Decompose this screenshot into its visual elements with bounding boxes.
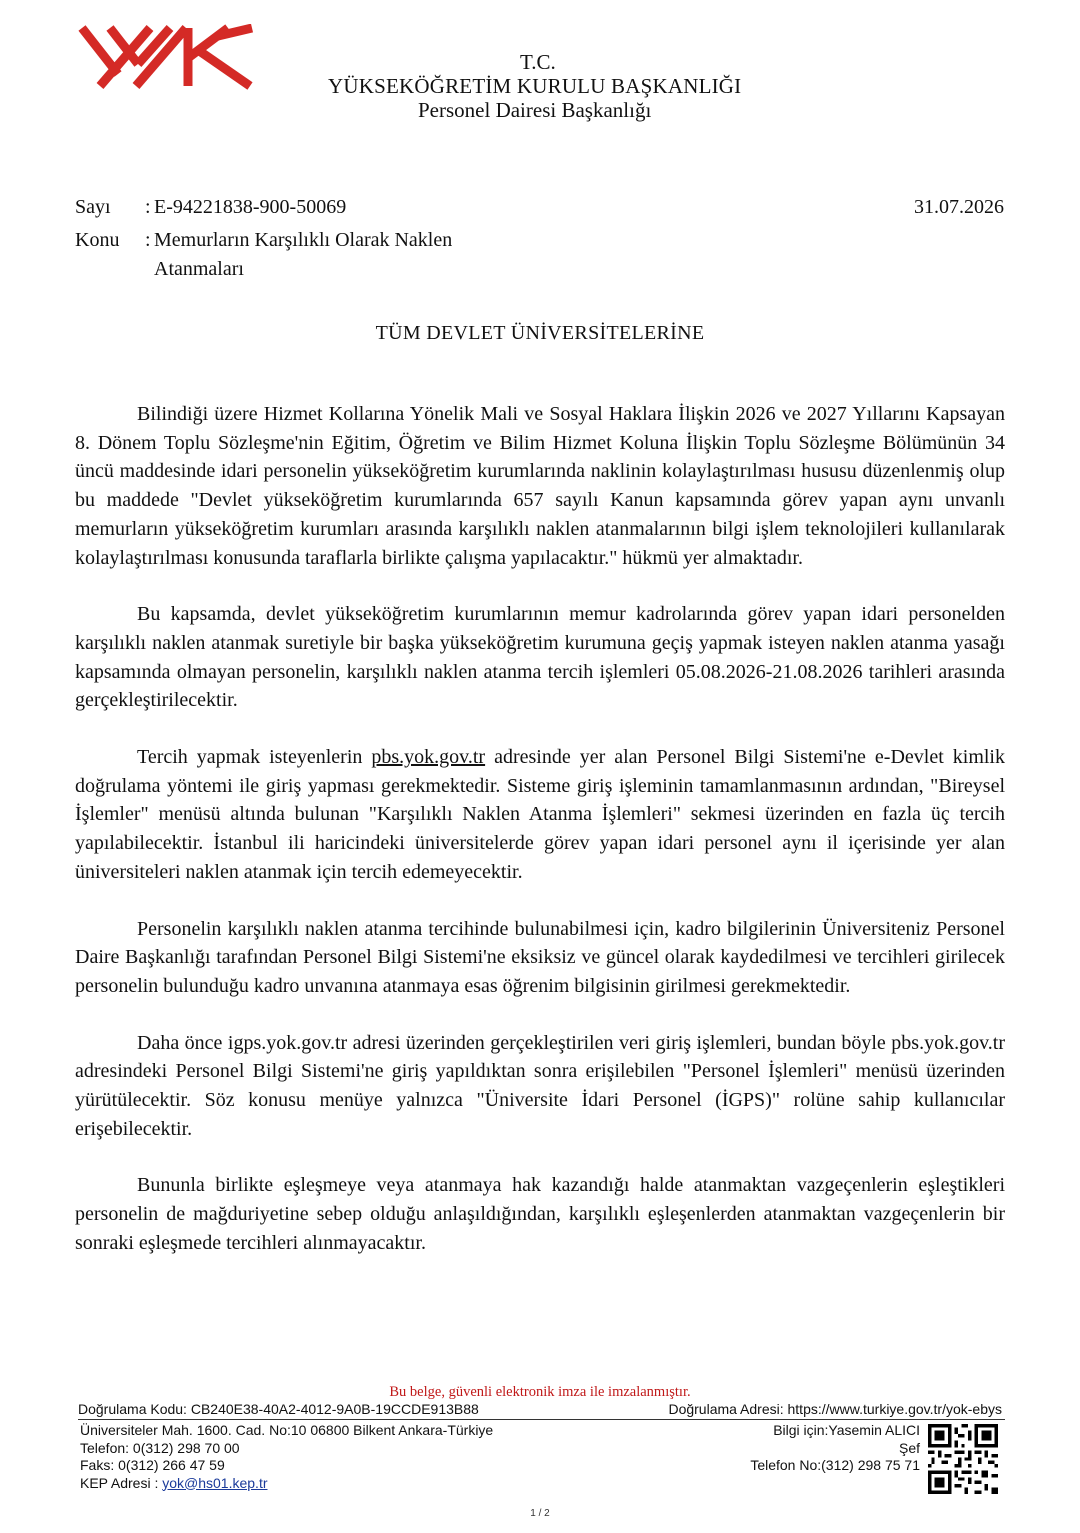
verification-code: Doğrulama Kodu: CB240E38-40A2-4012-9A0B-19CCDE913B88 — [78, 1401, 479, 1417]
verification-line — [78, 1400, 1005, 1420]
paragraph-1: Bilindiği üzere Hizmet Kollarına Yönelik Mali ve Sosyal Haklara İlişkin 2026 ve 2027 Yıllarını Kapsayan 8. Dönem Toplu Sözleşme'nin Eğitim, Öğretim ve Bilim Hizmet Koluna İlişkin Toplu Sözleşme Bölümünün 34 üncü maddesinde idari personelin yükseköğretim kurumlarında naklinin kolaylaştırılması hususu düzenlenmiş olup bu maddede "Devlet yükseköğretim kurumlarında 657 sayılı Kanun kapsamında görev yapan aynı unvanlı memurların yükseköğretim kurumları arasında karşılıklı naklen atanmalarının bilgi işlem teknolojileri kullanılarak kolaylaştırılması konusunda taraflarla birlikte çalışma yapılacaktır." hükmü yer almaktadır. — [75, 403, 1005, 569]
sayi-colon: : — [145, 196, 151, 218]
info-phone: Telefon No:(312) 298 75 71 — [750, 1457, 920, 1473]
document-meta — [0, 193, 1080, 293]
kep-address-link[interactable]: yok@hs01.kep.tr — [162, 1474, 268, 1491]
header-line-tc: T.C. — [520, 50, 556, 74]
document-date: 31.07.2026 — [914, 196, 1004, 218]
page-number: 1 / 2 — [530, 1508, 550, 1519]
kep-line — [80, 1475, 493, 1493]
konu-colon: : — [145, 229, 151, 251]
fax: Faks: 0(312) 266 47 59 — [80, 1457, 225, 1473]
info-block — [750, 1422, 920, 1475]
paragraph-2: Bu kapsamda, devlet yükseköğretim kurumlarının memur kadrolarında görev yapan idari personelden karşılıklı naklen atanmak suretiyle bir başka yükseköğretim kurumuna geçiş yapmak isteyen naklen atanma yasağı kapsamında olmayan personelin, karşılıklı naklen atanma tercih işlemleri 05.08.2026-21.08.2026 tarihleri arasında gerçekleştirilecektir. — [75, 603, 1005, 712]
konu-line-1: Memurların Karşılıklı Olarak Naklen — [154, 229, 453, 251]
info-name: Bilgi için:Yasemin ALICI — [773, 1422, 920, 1438]
paragraph-5: Daha önce igps.yok.gov.tr adresi üzerinden gerçekleştirilen veri giriş işlemleri, bundan böyle pbs.yok.gov.tr adresindeki Personel Bilgi Sistemi'ne giriş yapıldıktan sonra erişilebilen "Personel İşlemleri" menüsü üzerinden yürütülecektir. Söz konusu menüye yalnızca "Üniversite İdari Personel (İGPS)" rolüne sahip kullanıcılar erişebilecektir. — [75, 1031, 1005, 1140]
paragraph-3 — [75, 743, 1005, 887]
kep-label: KEP Adresi : — [80, 1474, 163, 1491]
sayi-value: E-94221838-900-50069 — [154, 196, 347, 218]
konu-line-2: Atanmaları — [154, 258, 244, 280]
paragraph-6: Bununla birlikte eşleşmeye veya atanmaya hak kazandığı halde atanmaktan vazgeçenlerin eşleştikleri personelin de mağduriyetine sebep olduğu anlaşıldığından, karşılıklı eşleşenlerden atanmaktan vazgeçenlerin bir sonraki eşleşmede tercihleri alınmayacaktır. — [75, 1174, 1005, 1254]
phone: Telefon: 0(312) 298 70 00 — [80, 1439, 240, 1456]
header-line-department: Personel Dairesi Başkanlığı — [418, 98, 652, 122]
konu-label: Konu — [75, 229, 120, 251]
sayi-label: Sayı — [75, 196, 111, 218]
yok-logo-icon — [78, 24, 256, 90]
recipient-heading: TÜM DEVLET ÜNİVERSİTELERİNE — [375, 322, 705, 344]
verification-address[interactable]: Doğrulama Adresi: https://www.turkiye.gov.tr/yok-ebys — [668, 1401, 1002, 1417]
paragraph-3-start: Tercih yapmak isteyenlerin — [137, 746, 372, 769]
qr-code-icon — [928, 1424, 998, 1494]
contact-block — [80, 1422, 493, 1492]
paragraph-3-end: adresinde yer alan Personel Bilgi Sistemi'ne e-Devlet kimlik doğrulama yöntemi ile giriş yapması gerekmektedir. Sisteme giriş işleminin tamamlanmasının ardından, "Bireysel İşlemler" menüsü altında bulunan "Karşılıklı Naklen Atanma İşlemleri" sekmesi üzerinden en fazla üç tercih yapılabilecektir. İstanbul ili haricindeki üniversitelerde görev yapan idari personel aynı il içerisinde yer alan üniversiteleri naklen atanmak için tercih edemeyecektir. — [75, 746, 1005, 883]
info-title: Şef — [898, 1439, 920, 1456]
address: Üniversiteler Mah. 1600. Cad. No:10 06800 Bilkent Ankara-Türkiye — [80, 1422, 494, 1438]
header-line-institution: YÜKSEKÖĞRETİM KURULU BAŞKANLIĞI — [328, 74, 742, 98]
e-signature-note: Bu belge, güvenli elektronik imza ile imzalanmıştır. — [389, 1384, 691, 1400]
paragraph-4: Personelin karşılıklı naklen atanma tercihinde bulunabilmesi için, kadro bilgilerinin Üniversiteniz Personel Daire Başkanlığı tarafından Personel Bilgi Sistemi'ne eksiksiz ve güncel olarak kaydedilmesi ve tercihleri girilecek personelin bulunduğu kadro unvanına atanmaya esas öğrenim bilgisinin girilmesi gerekmektedir. — [75, 917, 1005, 997]
letter-body — [75, 400, 1005, 1286]
pbs-link[interactable]: pbs.yok.gov.tr — [371, 746, 486, 769]
